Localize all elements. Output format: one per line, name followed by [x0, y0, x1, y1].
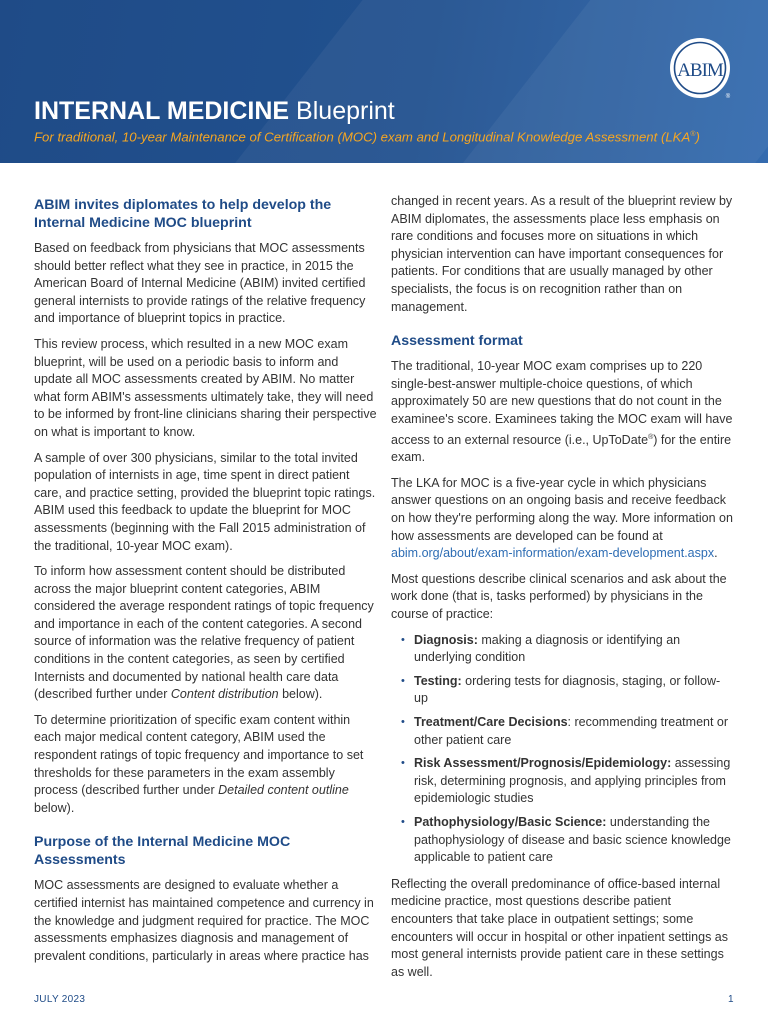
paragraph-text: The traditional, 10-year MOC exam comprises up to 220 single-best-answer multiple-choice questions, of which approximately 50 are new questions that do not count in the examinee's score. Examinees taking the MOC exam will have access to an external resource (i.e., UpToDate — [391, 359, 733, 447]
page-title — [34, 96, 395, 126]
paragraph-text: . — [714, 546, 718, 561]
page-subtitle — [34, 127, 754, 145]
logo-registered-mark: ® — [725, 94, 731, 100]
paragraph-text: ) for the entire exam. — [391, 432, 732, 465]
list-item-term: Testing: — [414, 673, 462, 688]
subtitle-main: For traditional, 10-year Maintenance of Certification (MOC) exam and Longitudinal Knowledge Assessment (LKA — [34, 129, 691, 145]
content-distribution-ref: Content distribution — [170, 687, 279, 702]
task-list — [391, 632, 734, 867]
paragraph: Reflecting the overall predominance of office-based internal medicine practice, most questions describe patient encounters that take place in outpatient settings; some encounters will occur in hospital or other inpatient settings as most general internists provide patient care in these settings as well. — [391, 876, 728, 979]
title-light: Blueprint — [289, 97, 395, 125]
list-item-term: Pathophysiology/Basic Science: — [414, 814, 607, 829]
list-item — [401, 755, 734, 808]
paragraph: changed in recent years. As a result of the blueprint review by ABIM diplomates, the assessments place less emphasis on rare conditions and focuses more on situations in which physician intervention can have important consequences for patients. For conditions that are usually managed by other specialists, the focus is on recognition rather than on management. — [391, 194, 733, 314]
subtitle-end: ) — [695, 129, 700, 145]
section-heading-invites: ABIM invites diplomates to help develop the Internal Medicine MOC blueprint — [34, 197, 332, 231]
left-column — [34, 196, 377, 973]
list-item-text: : recommending treatment or other patient care — [414, 715, 729, 747]
list-item — [401, 714, 734, 749]
paragraph-text: below). — [34, 800, 75, 815]
paragraph: Most questions describe clinical scenarios and ask about the work done (that is, tasks performed) by physicians in the course of practice: — [391, 571, 727, 622]
bullet-icon: • — [401, 674, 405, 687]
page-number: 1 — [728, 994, 734, 1005]
list-item — [401, 673, 734, 708]
paragraph-text: The LKA for MOC is a five-year cycle in which physicians answer questions on an ongoing basis and receive feedback on how they're performing along the way. More information on how assessments are developed can be found at — [391, 475, 733, 543]
bullet-icon: • — [401, 757, 405, 770]
right-column — [391, 193, 734, 989]
paragraph — [34, 712, 377, 818]
list-item — [401, 814, 734, 867]
paragraph — [391, 475, 734, 563]
paragraph — [391, 358, 734, 467]
paragraph-text: below). — [278, 687, 323, 702]
exam-development-link[interactable]: abim.org/about/exam-information/exam-development.aspx — [391, 546, 715, 561]
detailed-content-outline-ref: Detailed content outline — [218, 783, 349, 798]
title-bold: INTERNAL MEDICINE — [34, 97, 290, 125]
list-item — [401, 632, 734, 667]
logo-text: ABIM — [677, 60, 723, 81]
section-heading-assessment-format: Assessment format — [391, 333, 523, 350]
paragraph: Based on feedback from physicians that MOC assessments should better reflect what they see in practice, in 2015 the American Board of Internal Medicine (ABIM) invited certified general internists to provide ratings of the relative frequency and importance of blueprint topics in practice. — [34, 241, 366, 326]
bullet-icon: • — [401, 633, 405, 646]
list-item-term: Treatment/Care Decisions — [414, 715, 568, 729]
abim-logo — [668, 36, 732, 100]
list-item-term: Diagnosis: — [414, 632, 478, 647]
footer-date: JULY 2023 — [34, 994, 86, 1005]
list-item-text: understanding the pathophysiology of disease and basic science knowledge applicable to patient care — [414, 814, 731, 865]
registered-mark: ® — [648, 433, 654, 441]
paragraph — [34, 563, 377, 704]
paragraph: A sample of over 300 physicians, similar to the total invited population of internists in age, time spent in direct patient care, and practice setting, provided the blueprint topic ratings. ABIM used this feedback to update the blueprint for MOC assessments (beginning with the Fall 2015 administration of the traditional, 10-year MOC exam). — [34, 450, 376, 553]
paragraph-text: To inform how assessment content should be distributed across the major blueprint content categories, ABIM considered the average respondent ratings of topic frequency and importance in each of the content categories. A second source of information was the relative frequency of patient conditions in the content categories, as seen by certified Internists and documented by national health care data (described further under — [34, 564, 374, 702]
paragraph: This review process, which resulted in a new MOC exam blueprint, will be used on a periodic basis to inform and update all MOC assessments created by ABIM. No matter what form ABIM's assessments ultimately take, they will need to be informed by front-line clinicians sharing their perspective on what is important to know. — [34, 336, 377, 439]
bullet-icon: • — [401, 716, 405, 728]
list-item-text: ordering tests for diagnosis, staging, or follow-up — [414, 673, 721, 706]
subtitle-registered-mark: ® — [690, 131, 696, 138]
page-header — [0, 0, 768, 163]
list-item-text: making a diagnosis or identifying an underlying condition — [414, 632, 681, 665]
section-heading-purpose: Purpose of the Internal Medicine MOC Assessments — [34, 834, 291, 869]
paragraph: MOC assessments are designed to evaluate whether a certified internist has maintained competence and currency in the knowledge and judgment required for practice. The MOC assessments emphasizes diagnosis and management of prevalent conditions, particularly in areas where practice has — [34, 878, 374, 963]
paragraph-text: To determine prioritization of specific exam content within each major medical content category, ABIM used the respondent ratings of topic frequency and importance to set thresholds for these parameters in the exam assembly process (described further under — [34, 712, 364, 798]
bullet-icon: • — [401, 815, 405, 828]
list-item-term: Risk Assessment/Prognosis/Epidemiology: — [414, 756, 672, 771]
list-item-text: assessing risk, determining prognosis, and applying principles from epidemiologic studies — [414, 756, 731, 806]
